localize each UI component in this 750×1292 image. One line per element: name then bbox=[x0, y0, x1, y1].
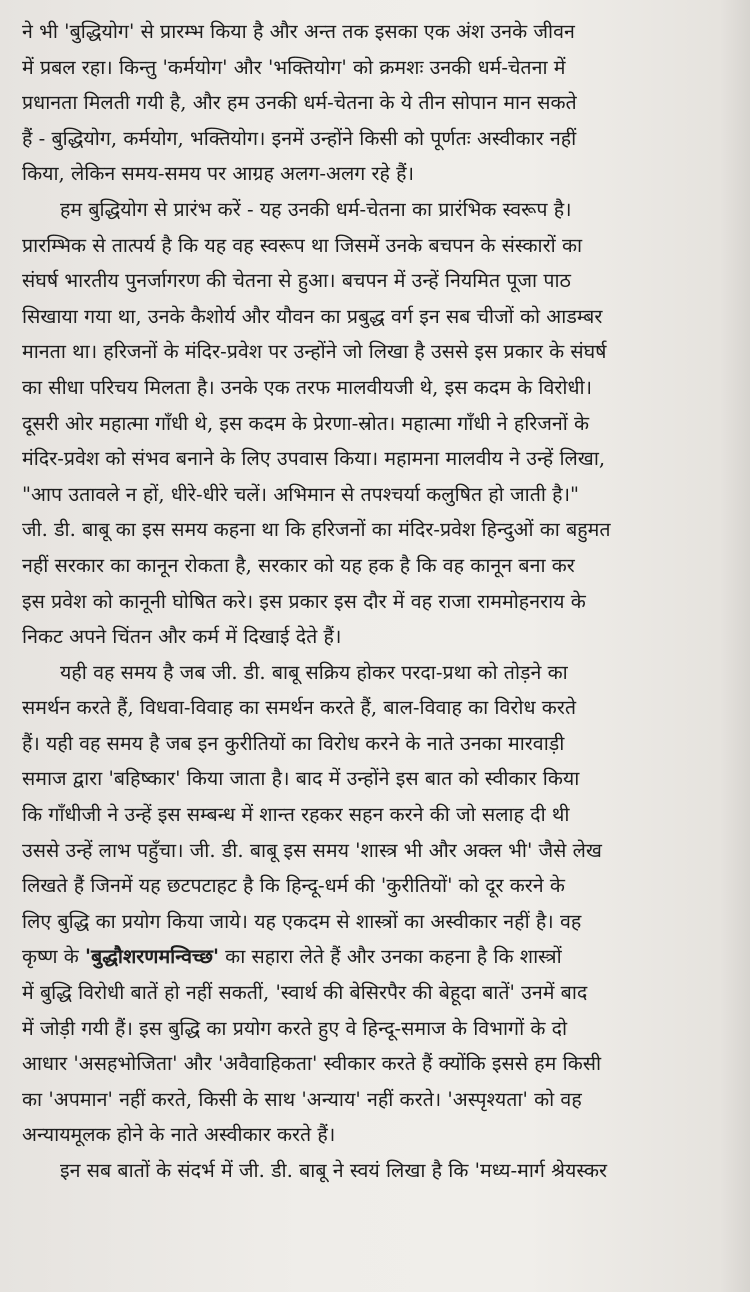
text-line: आधार 'असहभोजिता' और 'अवैवाहिकता' स्वीकार करते हैं क्योंकि इससे हम किसी bbox=[22, 1052, 602, 1076]
text-line: मंदिर-प्रवेश को संभव बनाने के लिए उपवास किया। महामना मालवीय ने उन्हें लिखा, bbox=[22, 447, 606, 471]
text-line: प्रधानता मिलती गयी है, और हम उनकी धर्म-चेतना के ये तीन सोपान मान सकते bbox=[22, 91, 577, 115]
text-line: कि गाँधीजी ने उन्हें इस सम्बन्ध में शान्त रहकर सहन करने की जो सलाह दी थी bbox=[22, 803, 570, 827]
text-line: संघर्ष भारतीय पुनर्जागरण की चेतना से हुआ। बचपन में उन्हें नियमित पूजा पाठ bbox=[22, 269, 571, 293]
text-line bbox=[22, 939, 734, 975]
text-line: इस प्रवेश को कानूनी घोषित करे। इस प्रकार इस दौर में वह राजा राममोहनराय के bbox=[22, 589, 586, 613]
text-segment: का सहारा लेते हैं और उनका कहना है कि शास्त्रों bbox=[218, 945, 562, 969]
text-line: सिखाया गया था, उनके कैशोर्य और यौवन का प्रबुद्ध वर्ग इन सब चीजों को आडम्बर bbox=[22, 304, 603, 328]
text-line: ने भी 'बुद्धियोग' से प्रारम्भ किया है और अन्त तक इसका एक अंश उनके जीवन bbox=[22, 20, 575, 43]
text-line: समर्थन करते हैं, विधवा-विवाह का समर्थन करते हैं, बाल-विवाह का विरोध करते bbox=[22, 696, 576, 720]
text-line: लिए बुद्धि का प्रयोग किया जाये। यह एकदम से शास्त्रों का अस्वीकार नहीं है। वह bbox=[22, 909, 582, 933]
text-line: लिखते हैं जिनमें यह छटपटाहट है कि हिन्दू-धर्म की 'कुरीतियों' को दूर करने के bbox=[22, 874, 565, 898]
bold-phrase: 'बुद्धौशरणमन्विच्छ' bbox=[85, 945, 219, 969]
text-line: उससे उन्हें लाभ पहुँचा। जी. डी. बाबू इस समय 'शास्त्र भी और अक्ल भी' जैसे लेख bbox=[22, 838, 602, 862]
text-line: हैं। यही वह समय है जब इन कुरीतियों का विरोध करने के नाते उनका मारवाड़ी bbox=[22, 731, 565, 755]
text-line: दूसरी ओर महात्मा गाँधी थे, इस कदम के प्रेरणा-स्रोत। महात्मा गाँधी ने हरिजनों के bbox=[22, 411, 590, 435]
text-line: हैं - बुद्धियोग, कर्मयोग, भक्तियोग। इनमें उन्होंने किसी को पूर्णतः अस्वीकार नहीं bbox=[22, 126, 577, 150]
text-line: में बुद्धि विरोधी बातें हो नहीं सकतीं, 'स्वार्थ की बेसिरपैर की बेहूदा बातें' उनमें बाद bbox=[22, 981, 588, 1005]
text-line: में जोड़ी गयी हैं। इस बुद्धि का प्रयोग करते हुए वे हिन्दू-समाज के विभागों के दो bbox=[22, 1016, 568, 1040]
text-segment: कृष्ण के bbox=[22, 945, 86, 969]
text-line: इन सब बातों के संदर्भ में जी. डी. बाबू ने स्वयं लिखा है कि 'मध्य-मार्ग श्रेयस्कर bbox=[60, 1159, 608, 1182]
text-line: अन्यायमूलक होने के नाते अस्वीकार करते हैं। bbox=[22, 1123, 336, 1147]
text-line: हम बुद्धियोग से प्रारंभ करें - यह उनकी धर्म-चेतना का प्रारंभिक स्वरूप है। bbox=[60, 197, 572, 221]
text-line: यही वह समय है जब जी. डी. बाबू सक्रिय होकर परदा-प्रथा को तोड़ने का bbox=[60, 660, 568, 684]
text-line: का सीधा परिचय मिलता है। उनके एक तरफ मालवीयजी थे, इस कदम के विरोधी। bbox=[22, 375, 593, 399]
page-text bbox=[22, 14, 734, 1189]
text-line: प्रारम्भिक से तात्पर्य है कि यह वह स्वरूप था जिसमें उनके बचपन के संस्कारों का bbox=[22, 233, 583, 257]
text-line: समाज द्वारा 'बहिष्कार' किया जाता है। बाद में उन्होंने इस बात को स्वीकार किया bbox=[22, 767, 580, 791]
text-line: "आप उतावले न हों, धीरे-धीरे चलें। अभिमान से तपश्चर्या कलुषित हो जाती है।" bbox=[22, 482, 580, 506]
text-line: नहीं सरकार का कानून रोकता है, सरकार को यह हक है कि वह कानून बना कर bbox=[22, 553, 575, 577]
text-line: में प्रबल रहा। किन्तु 'कर्मयोग' और 'भक्तियोग' को क्रमशः उनकी धर्म-चेतना में bbox=[22, 55, 566, 79]
text-line: निकट अपने चिंतन और कर्म में दिखाई देते हैं। bbox=[22, 625, 342, 649]
text-line: किया, लेकिन समय-समय पर आग्रह अलग-अलग रहे हैं। bbox=[22, 162, 415, 186]
text-line: मानता था। हरिजनों के मंदिर-प्रवेश पर उन्होंने जो लिखा है उससे इस प्रकार के संघर्ष bbox=[22, 340, 607, 364]
text-line: का 'अपमान' नहीं करते, किसी के साथ 'अन्याय' नहीं करते। 'अस्पृश्यता' को वह bbox=[22, 1087, 582, 1111]
text-line: जी. डी. बाबू का इस समय कहना था कि हरिजनों का मंदिर-प्रवेश हिन्दुओं का बहुमत bbox=[22, 518, 611, 542]
